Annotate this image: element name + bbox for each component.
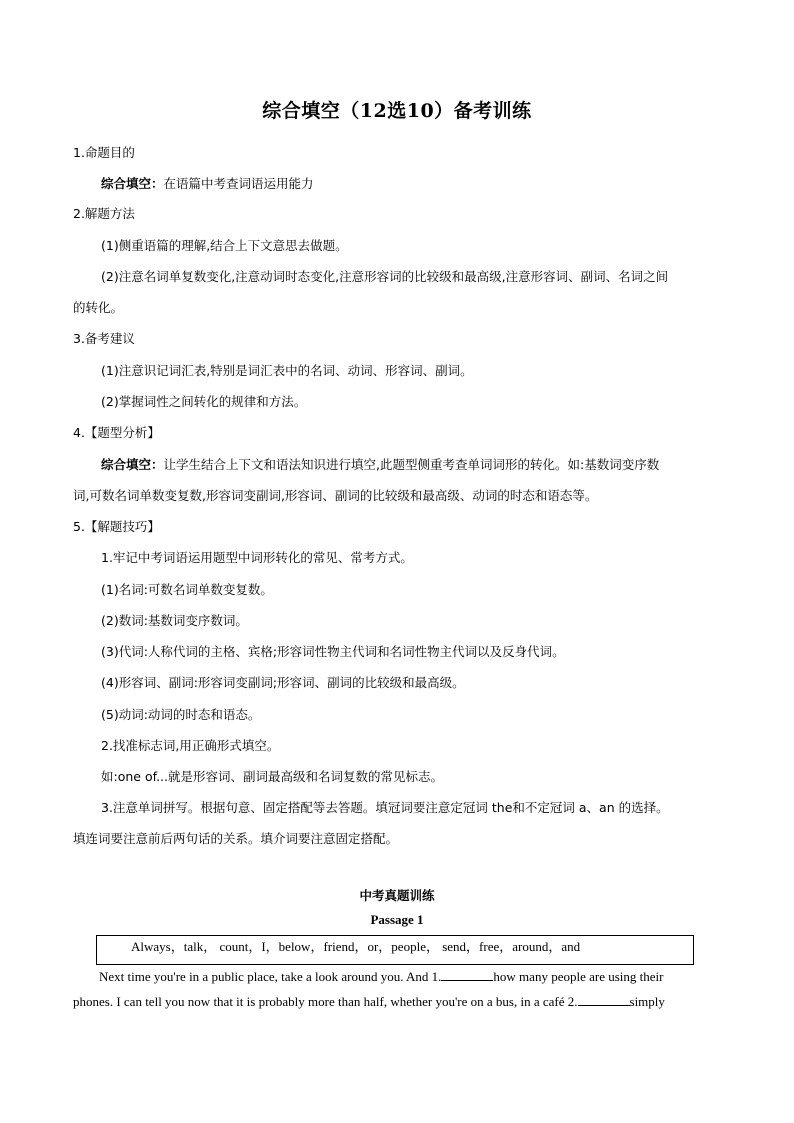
section-4-label: 综合填空： <box>101 457 164 472</box>
section-1-text: 在语篇中考查词语运用能力 <box>163 176 314 191</box>
section-3-point-1: (1)注意识记词汇表,特别是词汇表中的名词、动词、形容词、副词。 <box>101 363 473 378</box>
passage-title: Passage 1 <box>370 912 424 927</box>
section-5-point-3: (2)数词:基数词变序数词。 <box>101 613 248 628</box>
passage-line-2 <box>73 992 723 1012</box>
passage-line-1-end: how many people are using their <box>493 969 664 984</box>
section-4-text-line-1: 让学生结合上下文和语法知识进行填空,此题型侧重考查单词词形的转化。如:基数词变序数 <box>163 457 660 472</box>
section-5-point-1: 1.牢记中考词语运用题型中词形转化的常见、常考方式。 <box>101 550 413 565</box>
passage-line-2-end: simply <box>629 994 665 1009</box>
section-5-point-9-line-2: 填连词要注意前后两句话的关系。填介词要注意固定搭配。 <box>73 831 399 846</box>
section-2-point-2-line-2: 的转化。 <box>73 300 124 315</box>
section-4-body-line-1 <box>101 455 723 475</box>
practice-heading: 中考真题训练 <box>359 888 435 903</box>
section-5-point-9-line-1: 3.注意单词拼写。根据句意、固定搭配等去答题。填冠词要注意定冠词 the和不定冠词 a、an 的选择。 <box>101 800 669 815</box>
section-1-label: 综合填空： <box>101 176 164 191</box>
section-2-point-2-line-1: (2)注意名词单复数变化,注意动词时态变化,注意形容词的比较级和最高级,注意形容词、副词、名词之间 <box>101 269 669 284</box>
word-bank-box: Always，talk， count，I，below，friend，or，people， send，free，around，and <box>96 935 694 965</box>
section-5-point-2: (1)名词:可数名词单数变复数。 <box>101 582 273 597</box>
section-4-heading: 4.【题型分析】 <box>73 425 160 440</box>
section-1-body <box>101 174 723 194</box>
section-2-point-1: (1)侧重语篇的理解,结合上下文意思去做题。 <box>101 238 348 253</box>
section-3-heading: 3.备考建议 <box>73 331 135 346</box>
section-1-heading: 1.命题目的 <box>73 145 135 160</box>
section-5-point-5: (4)形容词、副词:形容词变副词;形容词、副词的比较级和最高级。 <box>101 675 465 690</box>
section-5-heading: 5.【解题技巧】 <box>73 519 160 534</box>
section-3-point-2: (2)掌握词性之间转化的规律和方法。 <box>101 394 307 409</box>
section-2-heading: 2.解题方法 <box>73 206 135 221</box>
answer-blank-2[interactable] <box>578 993 630 1006</box>
section-5-point-4: (3)代词:人称代词的主格、宾格;形容词性物主代词和名词性物主代词以及反身代词。 <box>101 644 565 659</box>
passage-line-1 <box>99 967 723 987</box>
section-5-point-8: 如:one of...就是形容词、副词最高级和名词复数的常见标志。 <box>101 769 444 784</box>
section-5-point-7: 2.找准标志词,用正确形式填空。 <box>101 738 280 753</box>
section-5-point-6: (5)动词:动词的时态和语态。 <box>101 707 261 722</box>
passage-line-2-start: phones. I can tell you now that it is probably more than half, whether you're on a bus, in a café 2. <box>73 994 578 1009</box>
passage-line-1-start: Next time you're in a public place, take a look around you. And 1. <box>99 969 442 984</box>
section-4-body-line-2: 词,可数名词单数变复数,形容词变副词,形容词、副词的比较级和最高级、动词的时态和语态等。 <box>73 488 598 503</box>
document-title: 综合填空（12选10）备考训练 <box>262 100 532 122</box>
answer-blank-1[interactable] <box>441 968 493 981</box>
